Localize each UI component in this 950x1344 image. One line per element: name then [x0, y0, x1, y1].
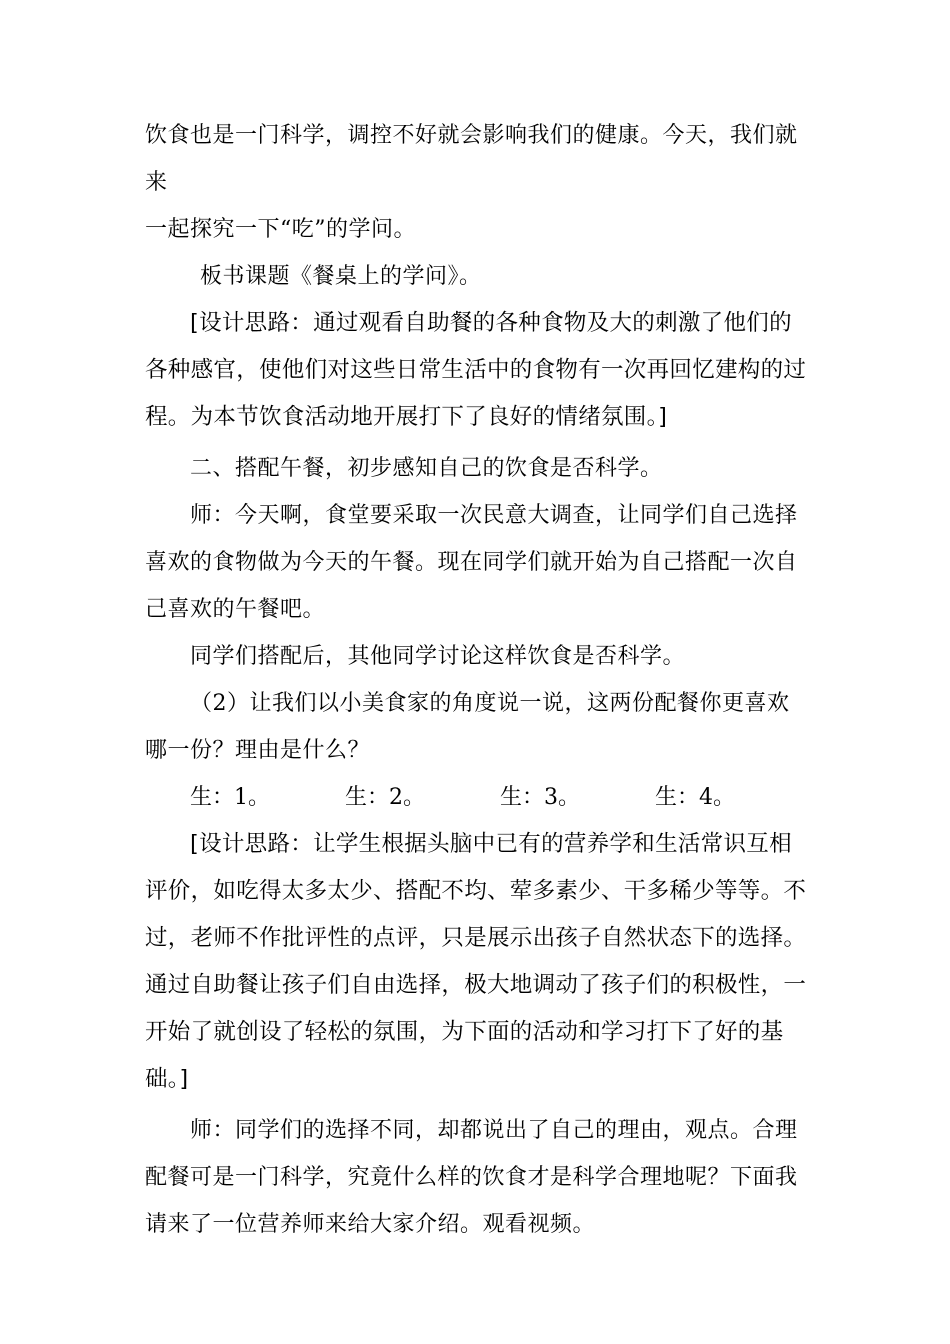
student-answers	[145, 774, 810, 821]
paragraph-discuss: 同学们搭配后，其他同学讨论这样饮食是否科学。	[190, 644, 686, 669]
paragraph-intro-line1: 饮食也是一门科学，调控不好就会影响我们的健康。今天，我们就来	[145, 123, 798, 195]
student-answer: 生：3。	[500, 785, 580, 810]
design-note-1: [设计思路：通过观看自助餐的各种食物及大的刺激了他们的各种感官，使他们对这些日常生活中的食物有一次再回忆建构的过程。为本节饮食活动地开展打下了良好的情绪氛围。]	[145, 310, 807, 430]
student-answer: 生：1。	[190, 785, 270, 810]
design-note-2: [设计思路：让学生根据头脑中已有的营养学和生活常识互相评价，如吃得太多太少、搭配不均、荤多素少、干多稀少等等。不过，老师不作批评性的点评，只是展示出孩子自然状态下的选择。通过自助餐让孩子们自由选择，极大地调动了孩子们的积极性，一开始了就创设了轻松的氛围，为下面的活动和学习打下了好的基础。]	[145, 831, 807, 1092]
student-answer: 生：2。	[345, 785, 425, 810]
paragraph-intro-line2: 一起探究一下“吃”的学问。	[145, 217, 416, 242]
paragraph-question: （2）让我们以小美食家的角度说一说，这两份配餐你更喜欢哪一份？理由是什么？	[145, 691, 790, 763]
section-heading-2: 二、搭配午餐，初步感知自己的饮食是否科学。	[190, 456, 663, 481]
paragraph-teacher-1: 师：今天啊，食堂要采取一次民意大调查，让同学们自己选择喜欢的食物做为今天的午餐。现在同学们就开始为自己搭配一次自己喜欢的午餐吧。	[145, 503, 798, 622]
document-page	[145, 112, 810, 1248]
paragraph-teacher-2: 师：同学们的选择不同，却都说出了自己的理由，观点。合理配餐可是一门科学，究竟什么样的饮食才是科学合理地呢？下面我请来了一位营养师来给大家介绍。观看视频。	[145, 1118, 798, 1237]
student-answer: 生：4。	[655, 785, 735, 810]
paragraph-board-title: 板书课题《餐桌上的学问》。	[200, 264, 482, 289]
